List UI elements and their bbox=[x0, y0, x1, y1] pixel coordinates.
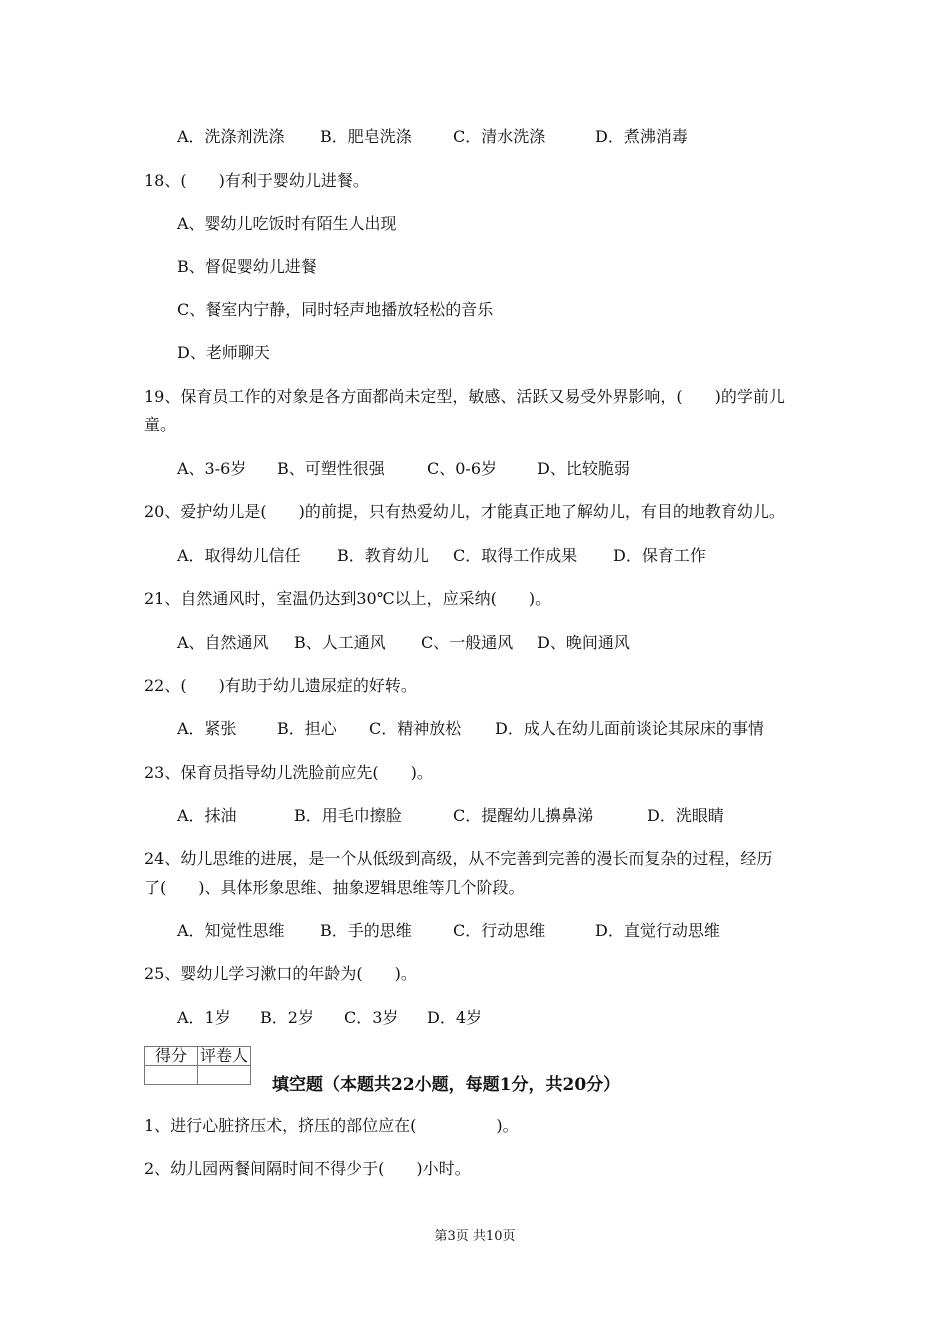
q18-option-b: B、督促婴幼儿进餐 bbox=[177, 257, 317, 276]
q21-option-b: B、人工通风 bbox=[294, 633, 386, 652]
fill-item-2: 2、幼儿园两餐间隔时间不得少于( )小时。 bbox=[144, 1159, 471, 1178]
q24-option-b: B．手的思维 bbox=[320, 921, 412, 940]
q21-stem: 21、自然通风时，室温仍达到30℃以上，应采纳( )。 bbox=[144, 589, 552, 608]
q23-option-c: C．提醒幼儿擤鼻涕 bbox=[453, 806, 594, 825]
q19-stem-line2: 童。 bbox=[144, 415, 177, 434]
score-label: 得分 bbox=[145, 1047, 198, 1066]
q23-stem: 23、保育员指导幼儿洗脸前应先( )。 bbox=[144, 763, 433, 782]
q17-option-c: C．清水洗涤 bbox=[453, 127, 546, 146]
q25-option-d: D．4岁 bbox=[427, 1008, 483, 1027]
q17-option-d: D．煮沸消毒 bbox=[595, 127, 688, 146]
q20-option-a: A．取得幼儿信任 bbox=[177, 546, 301, 565]
q19-option-c: C、0-6岁 bbox=[427, 459, 498, 478]
q25-option-a: A．1岁 bbox=[177, 1008, 231, 1027]
grader-cell bbox=[198, 1066, 251, 1085]
q23-option-a: A．抹油 bbox=[177, 806, 237, 825]
q23-option-b: B．用毛巾擦脸 bbox=[294, 806, 402, 825]
q21-option-d: D、晚间通风 bbox=[537, 633, 630, 652]
q20-option-b: B．教育幼儿 bbox=[337, 546, 429, 565]
q24-stem-line1: 24、幼儿思维的进展，是一个从低级到高级，从不完善到完善的漫长而复杂的过程，经历 bbox=[144, 849, 773, 868]
q21-option-a: A、自然通风 bbox=[177, 633, 269, 652]
q24-option-a: A．知觉性思维 bbox=[177, 921, 285, 940]
q25-stem: 25、婴幼儿学习漱口的年龄为( )。 bbox=[144, 964, 417, 983]
q25-option-c: C．3岁 bbox=[344, 1008, 399, 1027]
q18-option-c: C、餐室内宁静，同时轻声地播放轻松的音乐 bbox=[177, 300, 494, 319]
q22-option-a: A．紧张 bbox=[177, 719, 237, 738]
q24-stem-line2: 了( )、具体形象思维、抽象逻辑思维等几个阶段。 bbox=[144, 878, 525, 897]
page-number: 第3页 共10页 bbox=[434, 1229, 516, 1244]
q18-option-d: D、老师聊天 bbox=[177, 343, 270, 362]
q17-option-a: A．洗涤剂洗涤 bbox=[177, 127, 285, 146]
q19-option-a: A、3-6岁 bbox=[177, 459, 247, 478]
q19-stem-line1: 19、保育员工作的对象是各方面都尚未定型，敏感、活跃又易受外界影响，( )的学前儿 bbox=[144, 387, 785, 406]
q18-option-a: A、婴幼儿吃饭时有陌生人出现 bbox=[177, 214, 397, 233]
q19-option-b: B、可塑性很强 bbox=[277, 459, 385, 478]
q25-option-b: B．2岁 bbox=[260, 1008, 314, 1027]
section-title: 填空题（本题共22小题，每题1分，共20分） bbox=[272, 1075, 621, 1095]
q21-option-c: C、一般通风 bbox=[421, 633, 514, 652]
q18-stem: 18、( )有利于婴幼儿进餐。 bbox=[144, 171, 369, 190]
q22-stem: 22、( )有助于幼儿遗尿症的好转。 bbox=[144, 676, 417, 695]
q20-option-c: C．取得工作成果 bbox=[453, 546, 578, 565]
q20-stem: 20、爱护幼儿是( )的前提，只有热爱幼儿，才能真正地了解幼儿，有目的地教育幼儿。 bbox=[144, 502, 785, 521]
q20-option-d: D．保育工作 bbox=[613, 546, 706, 565]
grader-label: 评卷人 bbox=[198, 1047, 251, 1066]
q19-option-d: D、比较脆弱 bbox=[537, 459, 630, 478]
q24-option-d: D．直觉行动思维 bbox=[595, 921, 720, 940]
fill-item-1: 1、进行心脏挤压术，挤压的部位应在( )。 bbox=[144, 1116, 519, 1135]
score-box bbox=[144, 1046, 251, 1085]
q23-option-d: D．洗眼睛 bbox=[647, 806, 724, 825]
q22-option-d: D．成人在幼儿面前谈论其尿床的事情 bbox=[495, 719, 764, 738]
q17-option-b: B．肥皂洗涤 bbox=[320, 127, 412, 146]
q22-option-c: C．精神放松 bbox=[369, 719, 462, 738]
q24-option-c: C．行动思维 bbox=[453, 921, 546, 940]
score-cell bbox=[145, 1066, 198, 1085]
q22-option-b: B．担心 bbox=[277, 719, 337, 738]
